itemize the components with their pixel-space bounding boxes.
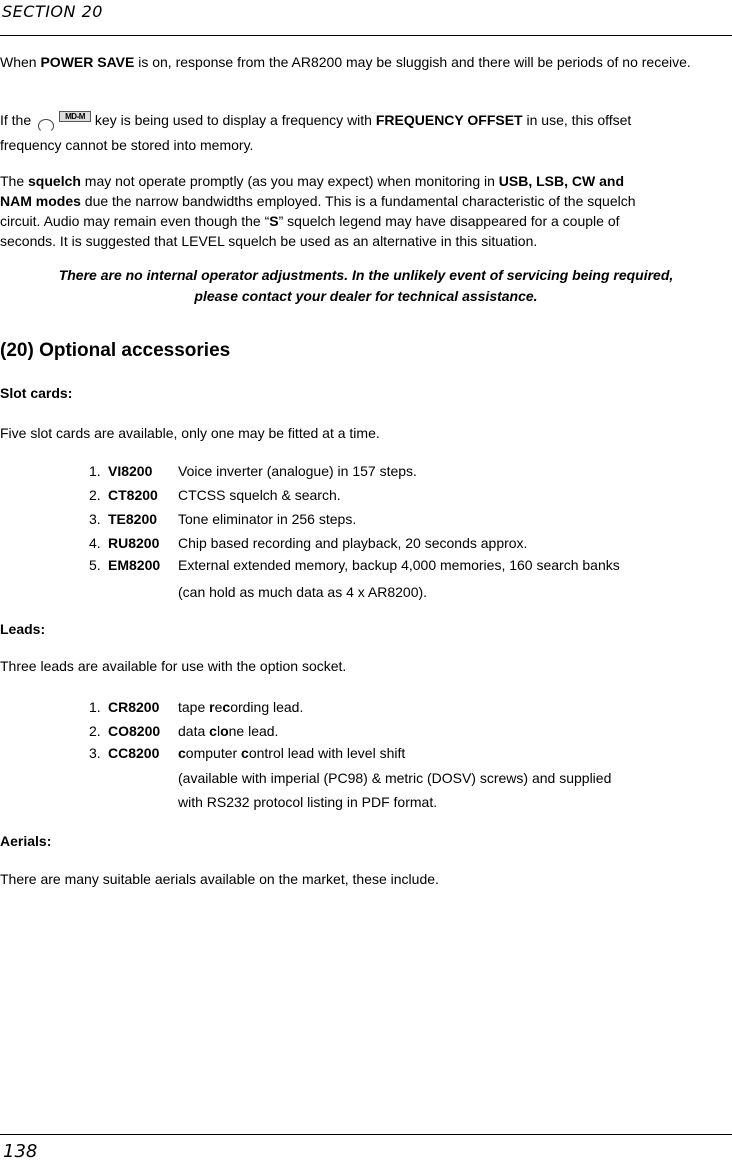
list-number: 5. bbox=[89, 557, 101, 573]
product-description: data clone lead. bbox=[178, 723, 279, 739]
frequency-offset-term: FREQUENCY OFFSET bbox=[375, 112, 523, 128]
leads-heading: Leads: bbox=[0, 621, 46, 637]
mdm-key-icon bbox=[35, 111, 91, 131]
notice-line: There are no internal operator adjustments. In the unlikely event of servicing being required, bbox=[58, 267, 674, 283]
text: circuit. Audio may remain even though the “ bbox=[0, 213, 270, 229]
key-label: MD-M bbox=[59, 111, 91, 122]
aerials-heading: Aerials: bbox=[0, 833, 52, 849]
product-code: TE8200 bbox=[108, 511, 158, 527]
text: The bbox=[0, 173, 29, 189]
product-description: Voice inverter (analogue) in 157 steps. bbox=[178, 463, 417, 479]
aerials-intro: There are many suitable aerials available on the market, these include. bbox=[0, 871, 439, 887]
list-item bbox=[89, 699, 709, 723]
servicing-notice bbox=[0, 265, 732, 307]
product-description: CTCSS squelch & search. bbox=[178, 487, 341, 503]
text: in use, this offset bbox=[522, 112, 632, 128]
list-item bbox=[89, 745, 709, 769]
list-item-continuation: (available with imperial (PC98) & metric (DOSV) screws) and supplied bbox=[178, 770, 612, 786]
list-item bbox=[89, 487, 709, 511]
section-heading: (20) Optional accessories bbox=[0, 340, 231, 361]
product-code: CC8200 bbox=[108, 745, 160, 761]
product-code: RU8200 bbox=[108, 535, 160, 551]
list-item-continuation: with RS232 protocol listing in PDF format. bbox=[178, 794, 438, 810]
text: frequency cannot be stored into memory. bbox=[0, 137, 254, 153]
text: may not operate promptly (as you may expect) when monitoring in bbox=[80, 173, 499, 189]
list-item bbox=[89, 535, 709, 559]
list-item bbox=[89, 463, 709, 487]
product-code: EM8200 bbox=[108, 557, 161, 573]
list-number: 4. bbox=[89, 535, 101, 551]
product-code: VI8200 bbox=[108, 463, 153, 479]
slot-cards-intro: Five slot cards are available, only one may be fitted at a time. bbox=[0, 425, 380, 441]
list-item bbox=[89, 723, 709, 747]
product-description: tape recording lead. bbox=[178, 699, 304, 715]
list-number: 3. bbox=[89, 745, 101, 761]
text: When bbox=[0, 54, 41, 70]
list-number: 2. bbox=[89, 723, 101, 739]
product-code: CR8200 bbox=[108, 699, 160, 715]
power-save-paragraph bbox=[0, 52, 726, 72]
text: If the bbox=[0, 112, 36, 128]
power-save-term: POWER SAVE bbox=[40, 54, 135, 70]
nam-modes-term: NAM modes bbox=[0, 193, 81, 209]
product-code: CT8200 bbox=[108, 487, 158, 503]
list-item bbox=[89, 511, 709, 535]
product-description: Chip based recording and playback, 20 seconds approx. bbox=[178, 535, 528, 551]
leads-intro: Three leads are available for use with the option socket. bbox=[0, 658, 347, 674]
text: is on, response from the AR8200 may be sluggish and there will be periods of no receive. bbox=[134, 54, 691, 70]
squelch-term: squelch bbox=[28, 173, 81, 189]
list-number: 2. bbox=[89, 487, 101, 503]
header-divider bbox=[0, 35, 732, 36]
list-number: 1. bbox=[89, 699, 101, 715]
slot-cards-heading: Slot cards: bbox=[0, 385, 73, 401]
mdm-key-paragraph bbox=[0, 110, 726, 155]
product-description: computer control lead with level shift bbox=[178, 745, 406, 761]
list-item-continuation: (can hold as much data as 4 x AR8200). bbox=[178, 584, 428, 600]
notice-line: please contact your dealer for technical assistance. bbox=[194, 288, 538, 304]
s-legend: S bbox=[269, 213, 279, 229]
modes-term: USB, LSB, CW and bbox=[498, 173, 625, 189]
section-header-title: SECTION 20 bbox=[2, 2, 103, 21]
text: key is being used to display a frequency with bbox=[91, 112, 376, 128]
squelch-paragraph bbox=[0, 171, 726, 251]
text: due the narrow bandwidths employed. This is a fundamental characteristic of the squelch bbox=[80, 193, 636, 209]
product-description: External extended memory, backup 4,000 memories, 160 search banks bbox=[178, 557, 620, 573]
product-code: CO8200 bbox=[108, 723, 161, 739]
footer-divider bbox=[0, 1134, 732, 1135]
page-number: 138 bbox=[3, 1141, 38, 1162]
list-item bbox=[89, 557, 709, 581]
list-number: 1. bbox=[89, 463, 101, 479]
text: seconds. It is suggested that LEVEL squelch be used as an alternative in this situation. bbox=[0, 233, 538, 249]
product-description: Tone eliminator in 256 steps. bbox=[178, 511, 357, 527]
list-number: 3. bbox=[89, 511, 101, 527]
text: ” squelch legend may have disappeared for a couple of bbox=[278, 213, 620, 229]
